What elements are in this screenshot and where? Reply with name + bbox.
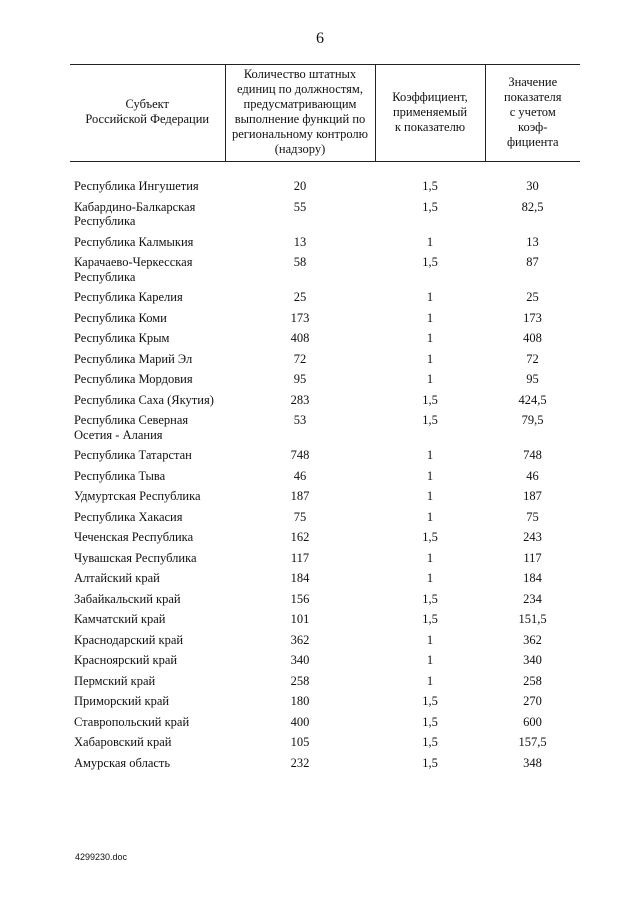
- value-cell: 79,5: [521, 413, 544, 427]
- staff-coefficient-table: [70, 64, 580, 773]
- staff-count-cell: 362: [290, 632, 310, 647]
- table-row: [70, 197, 580, 232]
- coefficient-cell: 1: [426, 372, 434, 386]
- staff-count-cell: 72: [293, 351, 307, 366]
- region-name-cell: Республика Крым: [74, 331, 170, 345]
- header-coef-line: применяемый: [392, 104, 468, 119]
- value-cell: 46: [526, 468, 539, 483]
- value-cell: 13: [526, 234, 539, 249]
- value-cell: 30: [526, 179, 539, 193]
- coefficient-cell: 1,5: [422, 392, 438, 407]
- table-row: [70, 287, 580, 308]
- value-cell: 72: [526, 351, 539, 366]
- header-staff: [225, 65, 375, 162]
- coefficient-cell: 1: [426, 653, 434, 667]
- staff-count-cell: 156: [290, 591, 310, 606]
- table-row: [70, 589, 580, 610]
- table-row: [70, 568, 580, 589]
- value-cell: 424,5: [518, 392, 547, 407]
- value-cell: 157,5: [518, 735, 547, 749]
- table-row: [70, 732, 580, 753]
- header-coefficient: [375, 65, 485, 162]
- value-cell: 82,5: [521, 199, 544, 214]
- coefficient-cell: 1: [426, 290, 434, 304]
- region-name-cell: Республика Хакасия: [74, 509, 183, 524]
- region-name-cell: Республика Карелия: [74, 290, 183, 304]
- header-staff-line: выполнение функций по: [234, 112, 366, 126]
- header-value-line: Значение: [508, 74, 558, 89]
- staff-count-cell: 748: [290, 448, 310, 462]
- staff-count-cell: 46: [293, 468, 307, 483]
- region-name-cell: Республика Саха (Якутия): [74, 392, 214, 407]
- table-row: [70, 176, 580, 197]
- value-cell: 748: [523, 448, 542, 462]
- region-name-cell: Краснодарский край: [74, 632, 184, 647]
- value-cell: 151,5: [518, 612, 547, 626]
- region-name-cell: Амурская область: [74, 755, 171, 770]
- value-cell: 95: [526, 372, 539, 386]
- region-name-cell: Республика Марий Эл: [74, 351, 193, 366]
- coefficient-cell: 1: [426, 331, 434, 345]
- coefficient-cell: 1: [426, 468, 434, 483]
- region-name-cell: Ставропольский край: [74, 714, 190, 729]
- value-cell: 243: [523, 530, 542, 544]
- staff-count-cell: 117: [290, 550, 310, 565]
- value-cell: 340: [523, 653, 542, 667]
- table-row: [70, 630, 580, 651]
- staff-count-cell: 283: [290, 392, 310, 407]
- coefficient-cell: 1,5: [422, 530, 438, 544]
- value-cell: 75: [526, 509, 539, 524]
- coefficient-cell: 1,5: [422, 755, 438, 770]
- coefficient-cell: 1: [426, 550, 434, 565]
- coefficient-cell: 1,5: [422, 694, 438, 708]
- table-header-row: [70, 65, 580, 162]
- region-name-cell: Карачаево-Черкесская Республика: [74, 255, 193, 284]
- staff-count-cell: 105: [290, 735, 310, 749]
- region-name-cell: Республика Коми: [74, 310, 167, 325]
- staff-count-cell: 13: [293, 234, 307, 249]
- table-row: [70, 252, 580, 287]
- header-value-line: с учетом: [509, 104, 556, 119]
- value-cell: 600: [523, 714, 542, 729]
- header-coef-line: к показателю: [394, 119, 466, 134]
- value-cell: 270: [523, 694, 542, 708]
- table-row: [70, 369, 580, 390]
- table-row: [70, 671, 580, 692]
- value-cell: 187: [523, 489, 542, 503]
- coefficient-cell: 1: [426, 489, 434, 503]
- document-footer: 4299230.doc: [75, 852, 128, 862]
- staff-count-cell: 25: [293, 290, 307, 304]
- table-row: [70, 445, 580, 466]
- staff-count-cell: 20: [293, 179, 307, 193]
- staff-count-cell: 75: [293, 509, 307, 524]
- coefficient-cell: 1,5: [422, 179, 438, 193]
- region-name-cell: Красноярский край: [74, 653, 178, 667]
- value-cell: 408: [523, 331, 542, 345]
- header-staff-line: (надзору): [274, 142, 326, 156]
- coefficient-cell: 1: [426, 448, 434, 462]
- coefficient-cell: 1,5: [422, 199, 438, 214]
- coefficient-cell: 1,5: [422, 413, 438, 427]
- staff-count-cell: 173: [290, 310, 310, 325]
- staff-count-cell: 101: [290, 612, 310, 626]
- table-row: [70, 609, 580, 630]
- table-row: [70, 232, 580, 253]
- region-name-cell: Хабаровский край: [74, 735, 172, 749]
- value-cell: 184: [523, 571, 542, 585]
- region-name-cell: Приморский край: [74, 694, 170, 708]
- table-row: [70, 712, 580, 733]
- table-row: [70, 527, 580, 548]
- coefficient-cell: 1: [426, 632, 434, 647]
- staff-count-cell: 258: [290, 673, 310, 688]
- region-name-cell: Чувашская Республика: [74, 550, 197, 565]
- region-name-cell: Республика Ингушетия: [74, 179, 199, 193]
- coefficient-cell: 1,5: [422, 735, 438, 749]
- staff-count-cell: 95: [293, 372, 307, 386]
- header-staff-line: единиц по должностям,: [237, 82, 363, 96]
- value-cell: 258: [523, 673, 542, 688]
- table-row: [70, 410, 580, 445]
- header-value-line: коэф-: [518, 119, 548, 134]
- staff-count-cell: 180: [290, 694, 310, 708]
- table-row: [70, 328, 580, 349]
- coefficient-cell: 1,5: [422, 255, 438, 269]
- staff-count-cell: 340: [290, 653, 310, 667]
- value-cell: 87: [526, 255, 539, 269]
- staff-count-cell: 162: [290, 530, 310, 544]
- value-cell: 362: [523, 632, 542, 647]
- region-name-cell: Алтайский край: [74, 571, 160, 585]
- table-row: [70, 308, 580, 329]
- table-row: [70, 390, 580, 411]
- region-name-cell: Республика Тыва: [74, 468, 166, 483]
- coefficient-cell: 1,5: [422, 714, 438, 729]
- region-name-cell: Пермский край: [74, 673, 156, 688]
- region-name-cell: Республика Калмыкия: [74, 234, 194, 249]
- value-cell: 348: [523, 755, 542, 770]
- table-row: [70, 349, 580, 370]
- value-cell: 117: [523, 550, 542, 565]
- region-name-cell: Удмуртская Республика: [74, 489, 201, 503]
- staff-count-cell: 232: [290, 755, 310, 770]
- table-row: [70, 507, 580, 528]
- table-row: [70, 753, 580, 774]
- header-subject: [70, 65, 225, 162]
- table-row: [70, 691, 580, 712]
- region-name-cell: Республика Северная Осетия - Алания: [74, 413, 189, 442]
- coefficient-cell: 1: [426, 509, 434, 524]
- region-name-cell: Республика Татарстан: [74, 448, 192, 462]
- header-coef-line: Коэффициент,: [392, 89, 468, 104]
- page-number: 6: [316, 30, 324, 47]
- region-name-cell: Забайкальский край: [74, 591, 181, 606]
- table-body: [70, 162, 580, 774]
- header-subject-line: Субъект: [125, 97, 170, 111]
- value-cell: 25: [526, 290, 539, 304]
- header-spacer: [70, 162, 580, 177]
- value-cell: 173: [523, 310, 542, 325]
- staff-count-cell: 408: [290, 331, 310, 345]
- coefficient-cell: 1: [426, 310, 434, 325]
- header-staff-line: региональному контролю: [231, 127, 369, 141]
- staff-count-cell: 184: [290, 571, 310, 585]
- table-row: [70, 548, 580, 569]
- header-value: [485, 65, 580, 162]
- coefficient-cell: 1: [426, 234, 434, 249]
- header-staff-line: Количество штатных: [243, 67, 357, 81]
- region-name-cell: Республика Мордовия: [74, 372, 193, 386]
- table-row: [70, 486, 580, 507]
- coefficient-cell: 1,5: [422, 612, 438, 626]
- region-name-cell: Кабардино-Балкарская Республика: [74, 199, 196, 228]
- coefficient-cell: 1: [426, 673, 434, 688]
- coefficient-cell: 1,5: [422, 591, 438, 606]
- region-name-cell: Камчатский край: [74, 612, 166, 626]
- header-subject-line: Российской Федерации: [85, 112, 210, 126]
- coefficient-cell: 1: [426, 571, 434, 585]
- table-row: [70, 466, 580, 487]
- staff-count-cell: 400: [290, 714, 310, 729]
- value-cell: 234: [523, 591, 542, 606]
- staff-count-cell: 53: [293, 413, 307, 427]
- table-row: [70, 650, 580, 671]
- staff-count-cell: 187: [290, 489, 310, 503]
- header-value-line: показателя: [503, 89, 562, 104]
- region-name-cell: Чеченская Республика: [74, 530, 194, 544]
- staff-count-cell: 58: [293, 255, 307, 269]
- spacer-cell: [70, 162, 580, 177]
- header-value-line: фициента: [506, 134, 559, 149]
- header-staff-line: предусматривающим: [243, 97, 357, 111]
- staff-count-cell: 55: [293, 199, 307, 214]
- coefficient-cell: 1: [426, 351, 434, 366]
